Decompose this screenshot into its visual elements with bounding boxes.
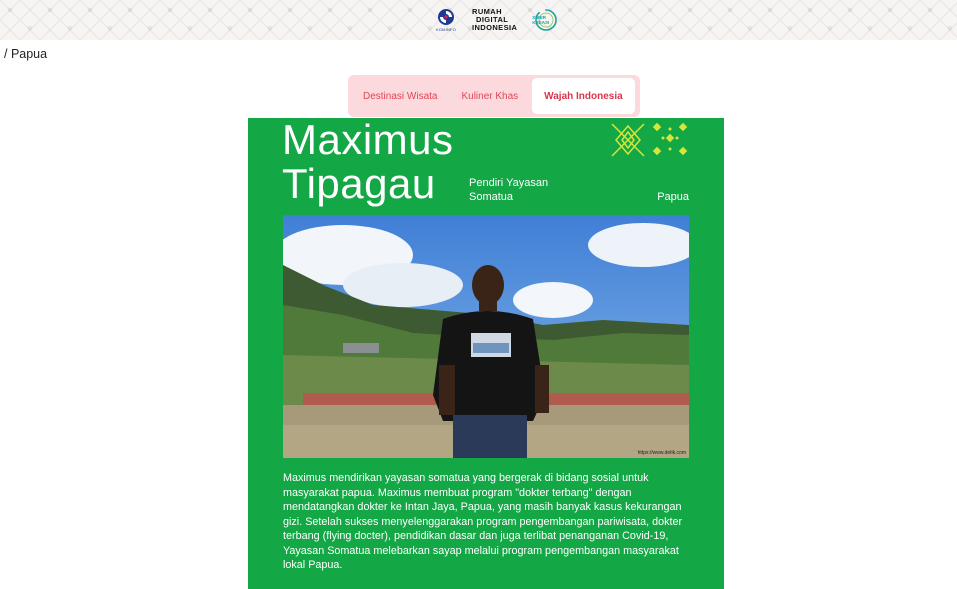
siberkreasi-logo[interactable] xyxy=(531,8,559,32)
siberkreasi-text: SIBER KREASI xyxy=(532,15,550,25)
kominfo-logo-text: KOMINFO xyxy=(435,27,457,32)
rdi-line-1: RUMAH xyxy=(472,7,502,16)
profile-region: Papua xyxy=(657,191,689,203)
ornament-pattern-icon xyxy=(610,122,690,160)
site-header xyxy=(0,0,957,40)
profile-name xyxy=(282,118,454,206)
breadcrumb[interactable]: / Papua xyxy=(4,47,48,61)
profile-name-line1: Maximus xyxy=(282,118,454,163)
profile-role: Pendiri Yayasan Somatua xyxy=(469,177,549,203)
kominfo-emblem-icon xyxy=(436,8,456,26)
rdi-line-2: DIGITAL xyxy=(476,15,509,24)
partner-logos xyxy=(434,6,559,34)
profile-description: Maximus mendirikan yayasan somatua yang bergerak di bidang sosial untuk masyarakat papua. Maximus membuat program "dokter terbang" dengan mendatangkan dokter ke Intan Jaya, Papua, yang masih banyak kasus kekurangan gizi. Setelah sukses menyelenggarakan program pengembangan pariwisata, dokter terbang (flying docter), pendidikan dasar dan juga terlibat penanganan Covid-19, Yayasan Somatua melebarkan sayap melalui program pengembangan masyarakat lokal Papua. xyxy=(283,472,683,571)
profile-name-line2: Tipagau xyxy=(282,160,436,207)
tab-destinasi-wisata[interactable]: Destinasi Wisata xyxy=(363,90,438,102)
tab-wajah-indonesia[interactable]: Wajah Indonesia xyxy=(532,78,635,114)
tab-kuliner-khas[interactable]: Kuliner Khas xyxy=(461,90,519,102)
rdi-line-3: INDONESIA xyxy=(472,23,518,32)
rumah-digital-indonesia-logo[interactable] xyxy=(472,8,517,32)
kominfo-logo[interactable] xyxy=(434,8,458,32)
profile-card xyxy=(248,118,724,589)
profile-photo-image xyxy=(283,215,689,458)
photo-credit: https://www.detik.com xyxy=(637,450,686,456)
category-tabs xyxy=(348,75,640,117)
profile-photo xyxy=(283,215,689,458)
